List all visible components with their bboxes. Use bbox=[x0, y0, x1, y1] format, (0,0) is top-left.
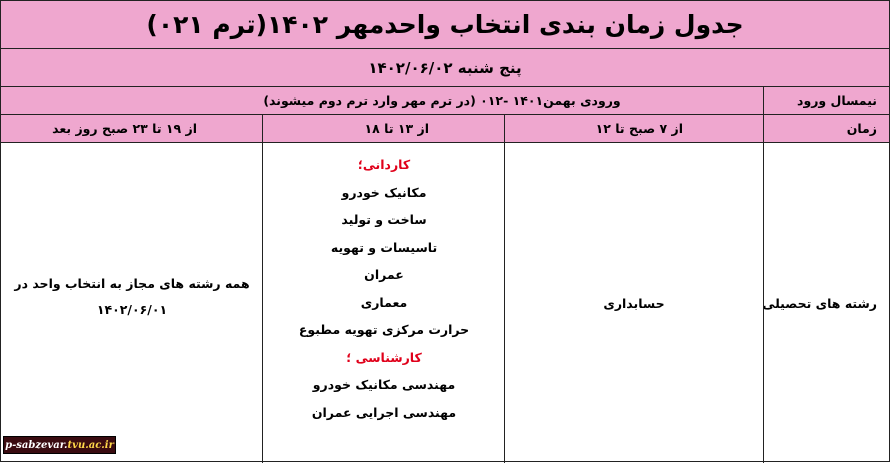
list-item: مهندسی اجرایی عمران bbox=[311, 404, 457, 420]
watermark-prefix: p-sabzevar. bbox=[5, 439, 68, 451]
date-row bbox=[1, 49, 889, 87]
list-item: مکانیک خودرو bbox=[341, 184, 427, 200]
title-row bbox=[1, 1, 889, 49]
list-item: کاردانی؛ bbox=[357, 157, 411, 172]
fields-afternoon-list bbox=[263, 143, 505, 463]
evening-note-date: ۱۴۰۲/۰۶/۰۱ bbox=[96, 302, 168, 317]
time-label: زمان bbox=[846, 121, 877, 136]
time-row bbox=[1, 115, 889, 143]
list-item: معماری bbox=[360, 294, 408, 310]
entry-semester-value: ورودی بهمن۱۴۰۱ -۰۱۲ (در ترم مهر وارد ترم دوم میشوند) bbox=[1, 87, 764, 114]
fields-morning: حسابداری bbox=[505, 143, 764, 463]
fields-label: رشته های تحصیلی bbox=[762, 295, 877, 311]
schedule-date: پنج شنبه ۱۴۰۲/۰۶/۰۲ bbox=[368, 58, 522, 77]
time-slot-evening: از ۱۹ تا ۲۳ صبح روز بعد bbox=[1, 115, 263, 142]
evening-note-line1: همه رشته های مجاز به انتخاب واحد در bbox=[14, 276, 250, 291]
list-item: تاسیسات و تهویه bbox=[330, 239, 438, 255]
entry-semester-row bbox=[1, 87, 889, 115]
page-title: جدول زمان بندی انتخاب واحدمهر ۱۴۰۲(ترم ۰۲۱) bbox=[146, 10, 744, 39]
fields-row bbox=[1, 143, 889, 463]
list-item: ساخت و تولید bbox=[341, 212, 427, 227]
site-watermark bbox=[3, 436, 116, 454]
watermark-domain: tvu.ac.ir bbox=[67, 439, 114, 451]
list-item: مهندسی مکانیک خودرو bbox=[312, 377, 456, 392]
list-item: حرارت مرکزی تهویه مطبوع bbox=[298, 322, 470, 337]
time-slot-morning: از ۷ صبح تا ۱۲ bbox=[505, 115, 764, 142]
list-item: عمران bbox=[364, 267, 404, 282]
fields-evening-note bbox=[1, 271, 263, 323]
list-item: کارشناسی ؛ bbox=[346, 349, 422, 365]
entry-semester-label: نیمسال ورود bbox=[797, 93, 877, 108]
time-slot-afternoon: از ۱۳ تا ۱۸ bbox=[263, 115, 505, 142]
